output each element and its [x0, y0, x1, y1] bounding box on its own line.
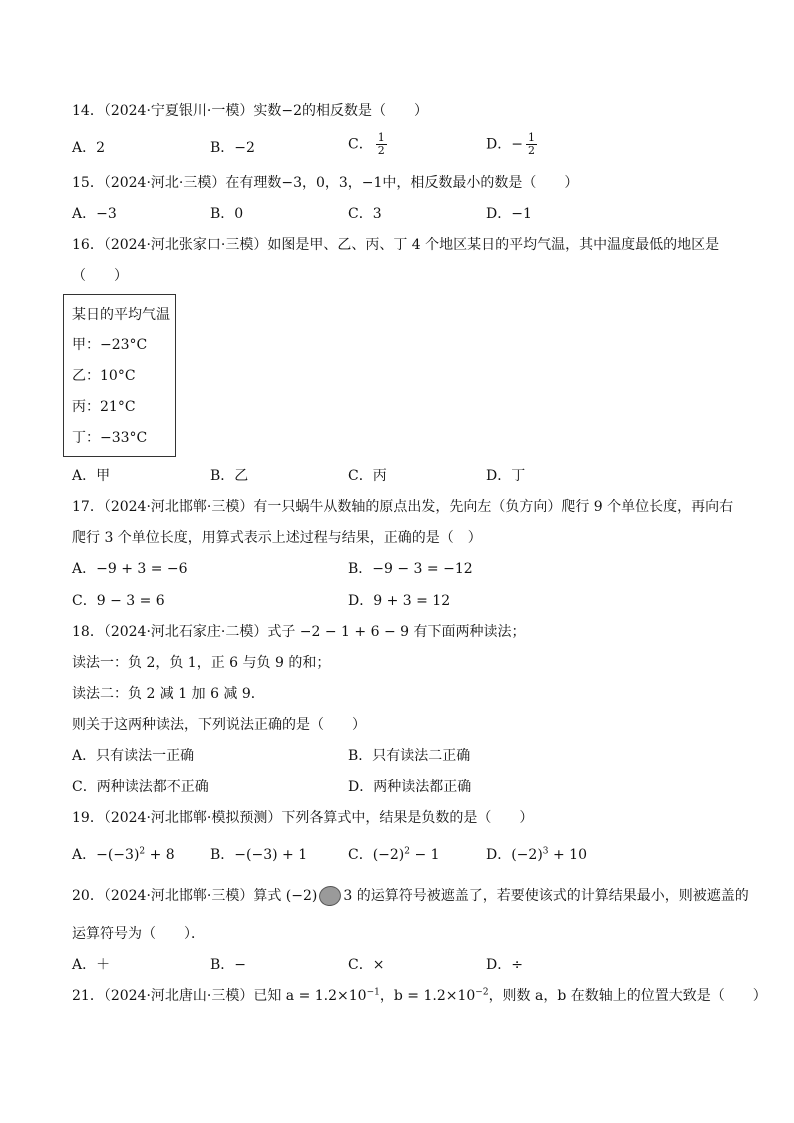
q19-a-rest: + 8: [145, 847, 175, 863]
q17-option-d[interactable]: D．9 + 3 = 12: [348, 593, 451, 609]
q19-d-exponent: 3: [542, 846, 549, 857]
q19-c-base: C．(−2): [348, 847, 405, 863]
q16-option-b[interactable]: B．乙: [210, 468, 249, 484]
q19-d-base: D．(−2): [486, 847, 543, 863]
q14-option-d-prefix: D．−: [486, 136, 523, 153]
q14-option-c[interactable]: [348, 132, 387, 157]
fraction-denominator: 2: [527, 144, 535, 157]
q14-option-b[interactable]: B．−2: [210, 140, 255, 156]
q15-option-d[interactable]: D．−1: [486, 206, 532, 222]
q19-c-exponent: 2: [404, 846, 411, 857]
q20-option-b[interactable]: B．−: [210, 957, 247, 973]
q20-stem-end: 3 的运算符号被遮盖了，若要使该式的计算结果最小，则被遮盖的: [343, 888, 749, 904]
q21-stem-mid: ，b = 1.2×10: [379, 988, 476, 1004]
question-20-stem-cont: 运算符号为（ ）．: [72, 926, 205, 942]
question-14-stem: 14．（2024·宁夏银川·一模）实数−2的相反数是（ ）: [72, 103, 428, 119]
q20-option-c[interactable]: C．×: [348, 957, 385, 973]
q19-a-base: A．−(−3): [72, 847, 140, 863]
covered-operator-blob: [318, 884, 344, 908]
q15-option-b[interactable]: B．0: [210, 206, 244, 222]
question-17-stem: 17．（2024·河北邯郸·三模）有一只蜗牛从数轴的原点出发，先向左（负方向）爬行 9 个单位长度，再向右: [72, 499, 734, 515]
question-17-stem-cont: 爬行 3 个单位长度，用算式表示上述过程与结果，正确的是（ ）: [72, 530, 482, 546]
question-20-stem: [72, 886, 749, 906]
q18-option-c[interactable]: C．两种读法都不正确: [72, 779, 209, 795]
q18-option-a[interactable]: A．只有读法一正确: [72, 748, 195, 764]
q19-option-d[interactable]: [486, 845, 587, 865]
q14-option-c-prefix: C．: [348, 136, 373, 153]
question-19-stem: 19．（2024·河北邯郸·模拟预测）下列各算式中，结果是负数的是（ ）: [72, 810, 534, 826]
q20-option-a[interactable]: A．＋: [72, 957, 111, 973]
q20-option-d[interactable]: D．÷: [486, 957, 523, 973]
q17-option-a[interactable]: A．−9 + 3 = −6: [72, 561, 188, 577]
fraction-numerator: 1: [527, 131, 535, 144]
q15-option-c[interactable]: C．3: [348, 206, 382, 222]
q21-stem-end: ，则数 a，b 在数轴上的位置大致是（ ）: [488, 988, 767, 1004]
temperature-box: [63, 294, 176, 457]
q21-exponent-b: −2: [475, 987, 489, 998]
temperature-row-ding: 丁：−33°C: [72, 430, 148, 446]
q16-option-c[interactable]: C．丙: [348, 468, 387, 484]
q16-option-d[interactable]: D．丁: [486, 468, 526, 484]
q18-reading-two: 读法二：负 2 减 1 加 6 减 9．: [72, 686, 265, 702]
question-15-stem: 15．（2024·河北·三模）在有理数−3，0，3，−1中，相反数最小的数是（ ）: [72, 175, 579, 191]
q19-option-c[interactable]: [348, 845, 440, 865]
q18-option-d[interactable]: D．两种读法都正确: [348, 779, 472, 795]
q19-a-exponent: 2: [139, 846, 146, 857]
question-16-stem: 16．（2024·河北张家口·三模）如图是甲、乙、丙、丁 4 个地区某日的平均气温，其中温度最低的地区是: [72, 237, 720, 253]
temperature-row-yi: 乙：10°C: [72, 368, 136, 384]
q14-option-d[interactable]: [486, 132, 537, 157]
q14-option-d-fraction: [526, 132, 537, 157]
q19-c-rest: − 1: [410, 847, 440, 863]
q20-stem-start: 20．（2024·河北邯郸·三模）算式 (−2): [72, 888, 318, 904]
q16-option-a[interactable]: A．甲: [72, 468, 111, 484]
fraction-numerator: 1: [377, 131, 385, 144]
question-16-stem-cont: （ ）: [72, 268, 128, 284]
q21-stem-start: 21．（2024·河北唐山·三模）已知 a = 1.2×10: [72, 988, 367, 1004]
q21-exponent-a: −1: [366, 987, 380, 998]
q19-d-rest: + 10: [548, 847, 587, 863]
temperature-row-jia: 甲：−23°C: [72, 337, 148, 353]
q14-option-c-fraction: [376, 132, 387, 157]
q18-reading-one: 读法一：负 2，负 1，正 6 与负 9 的和；: [72, 655, 331, 671]
q19-option-a[interactable]: [72, 845, 175, 865]
temperature-row-bing: 丙：21°C: [72, 399, 136, 415]
q19-option-b[interactable]: B．−(−3) + 1: [210, 847, 308, 863]
temperature-box-title: 某日的平均气温: [72, 307, 170, 323]
q14-option-a[interactable]: A．2: [72, 140, 106, 156]
fraction-denominator: 2: [377, 144, 385, 157]
q15-option-a[interactable]: A．−3: [72, 206, 117, 222]
q18-question: 则关于这两种读法，下列说法正确的是（ ）: [72, 717, 366, 733]
question-21-stem: [72, 986, 767, 1006]
q17-option-b[interactable]: B．−9 − 3 = −12: [348, 561, 473, 577]
q17-option-c[interactable]: C．9 − 3 = 6: [72, 593, 165, 609]
question-18-stem: 18．（2024·河北石家庄·二模）式子 −2 − 1 + 6 − 9 有下面两种读法；: [72, 624, 526, 640]
q18-option-b[interactable]: B．只有读法二正确: [348, 748, 471, 764]
